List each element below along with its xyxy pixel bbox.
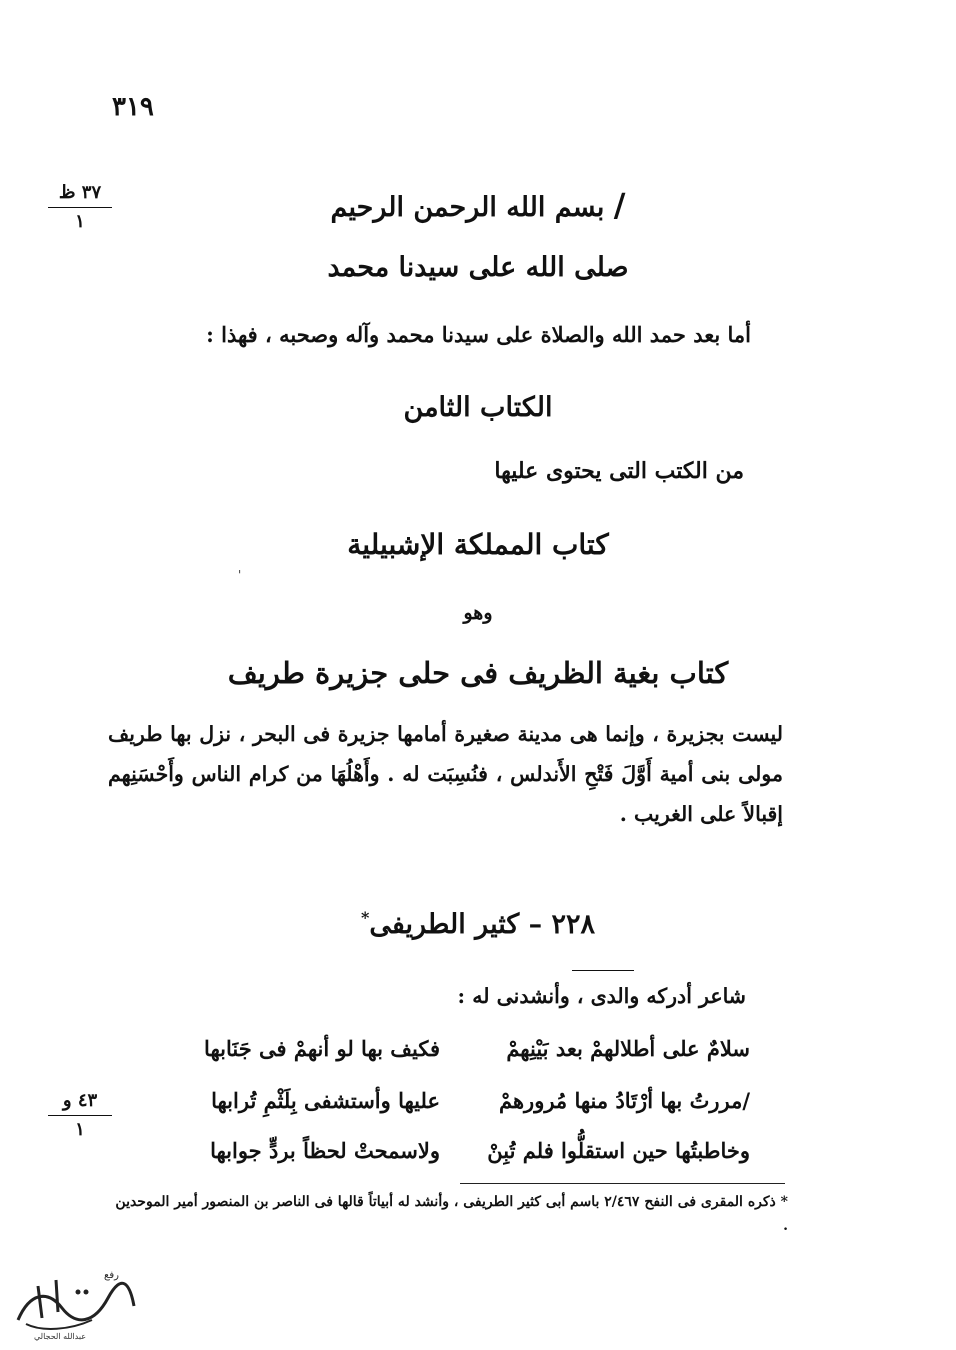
kingdom-title: كتاب المملكة الإشبيلية xyxy=(347,528,609,561)
stray-mark: ' xyxy=(238,568,242,582)
book-title: كتاب بغية الظريف فى حلى جزيرة طريف xyxy=(227,656,729,690)
library-stamp-logo xyxy=(8,1262,140,1342)
entry-footnote-star: * xyxy=(360,908,370,927)
basmala: بسم الله الرحمن الرحيم xyxy=(330,192,605,223)
verse-row xyxy=(150,1088,750,1132)
verse-first-hemistich: سلامٌ على أطلالهمْ بعد بَيْنِهمْ xyxy=(506,1036,750,1061)
margin-folio-ref xyxy=(48,1090,112,1140)
logo-text-bottom: عبدالله الحجالي xyxy=(34,1332,87,1341)
basmala-line xyxy=(0,186,956,224)
margin-folio-top: ٣٧ ظ xyxy=(58,182,102,203)
verse-second-hemistich: فكيف بها لو أنهمْ فى جَنَابها xyxy=(204,1036,440,1061)
from-books-line: من الكتب التى يحتوى عليها xyxy=(494,458,744,484)
footnote-text: ذكره المقرى فى النفح ٢/٤٦٧ باسم أبى كثير الطريفى ، وأنشد له أبياتاً قالها فى الناصر بن المنصور أمير الموحدين . xyxy=(115,1194,788,1234)
verse-second-hemistich: عليها وأستشفى بِلَثْمِ تُرابها xyxy=(211,1088,440,1113)
verse-row xyxy=(150,1036,750,1080)
verse-row xyxy=(150,1138,750,1182)
entry-heading-line xyxy=(0,908,956,940)
entry-divider xyxy=(572,970,634,971)
verse-first-hemistich: /مررتُ بها أرْتَادُ منها مُرورهمْ xyxy=(499,1088,750,1113)
poet-intro: شاعر أدركه والدى ، وأنشدنى له : xyxy=(457,984,746,1008)
book-number-heading: الكتاب الثامن xyxy=(403,392,553,423)
footnote-star: * xyxy=(780,1194,788,1210)
margin-folio-bottom: ١ xyxy=(75,211,85,232)
folio-slash: / xyxy=(613,186,626,224)
footnote-divider xyxy=(460,1183,785,1184)
opening-praise: أما بعد حمد الله والصلاة على سيدنا محمد وآله وصحبه ، فهذا : xyxy=(206,322,751,347)
verse-second-hemistich: ولاسمحتْ لحظاً بردٍّ جوابها xyxy=(210,1138,440,1163)
margin-folio-divider xyxy=(48,1115,112,1116)
verse-first-hemistich: وخاطبتُها حين استقلُّوا فلم تُبِنْ xyxy=(487,1138,750,1163)
tarifa-description: ليست بجزيرة ، وإنما هى مدينة صغيرة أمامها جزيرة فى البحر ، نزل بها طريف مولى بنى أمية أَوَّلَ فَتْحِ الأَندلس ، فنُسِبَت له . وأَهْلُهَا من كرام الناس وأَحْسَنِهم إقبالاً على الغريب . xyxy=(108,722,783,826)
calligraphy-logo-icon xyxy=(8,1262,140,1342)
logo-text-top: رفع xyxy=(104,1270,119,1281)
and-it-connector: وهو xyxy=(463,602,493,624)
footnote xyxy=(108,1190,788,1238)
margin-folio-bottom: ١ xyxy=(75,1119,85,1140)
margin-folio-top: ٤٣ و xyxy=(62,1090,98,1111)
page-number: ٣١٩ xyxy=(112,92,154,122)
salawat: صلى الله على سيدنا محمد xyxy=(327,252,629,283)
entry-heading: ٢٢٨ – كثير الطريفى xyxy=(369,909,596,940)
